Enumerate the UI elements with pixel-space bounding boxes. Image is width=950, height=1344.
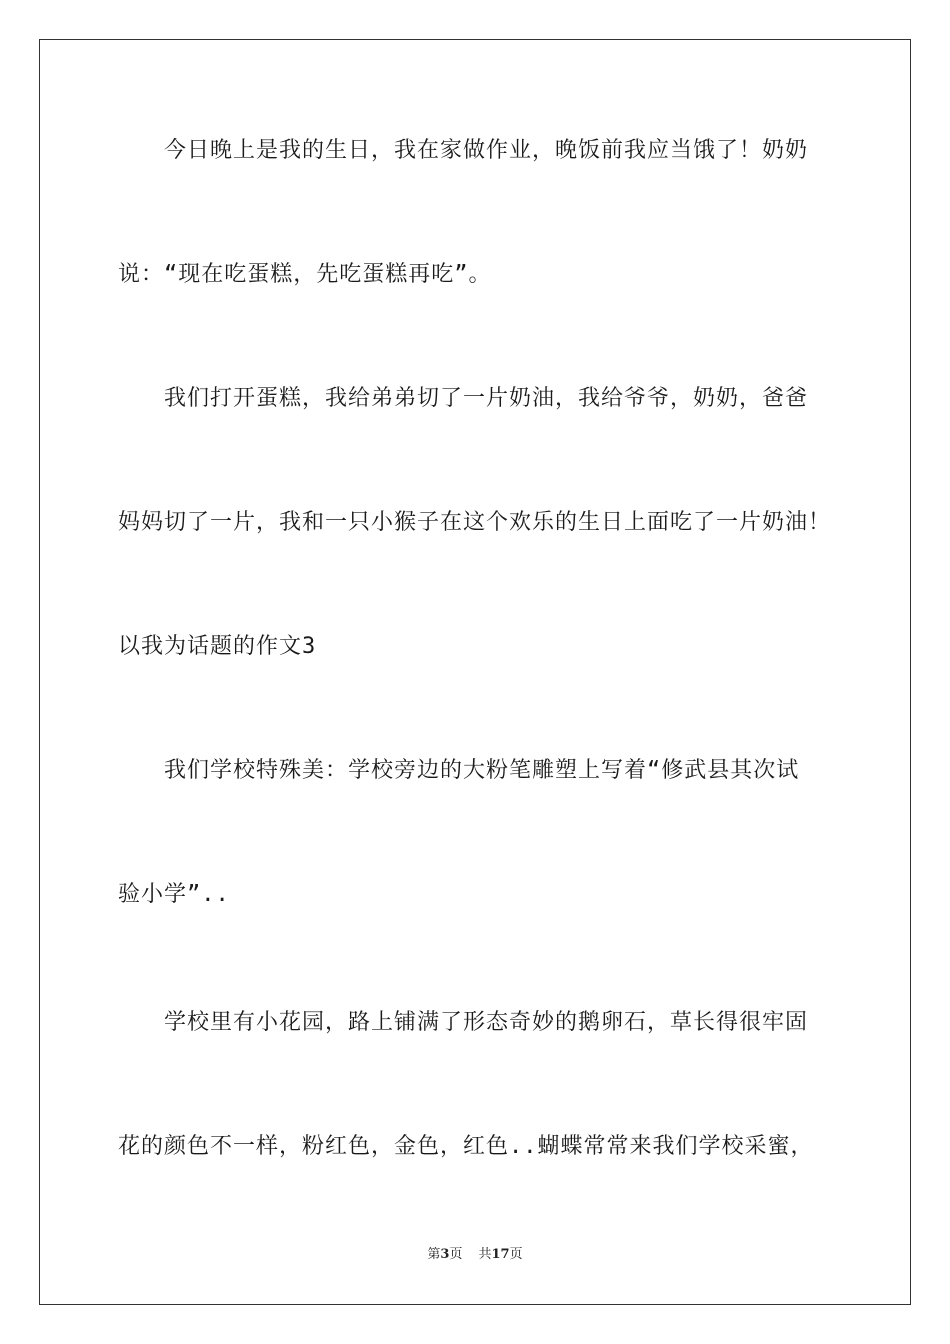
total-page-number: 17 — [491, 1247, 510, 1262]
current-page-number: 3 — [440, 1247, 450, 1262]
total-label-prefix: 共 — [478, 1247, 492, 1262]
paragraph-line: 今日晚上是我的生日，我在家做作业，晚饭前我应当饿了！奶奶 — [164, 138, 809, 163]
page-label-suffix: 页 — [449, 1247, 463, 1262]
paragraph-line: 验小学”.. — [118, 882, 230, 907]
section-heading: 以我为话题的作文3 — [118, 634, 317, 659]
paragraph-line: 花的颜色不一样，粉红色，金色，红色..蝴蝶常常来我们学校采蜜， — [118, 1134, 814, 1159]
page-footer — [0, 1246, 950, 1264]
paragraph-line: 说：“现在吃蛋糕，先吃蛋糕再吃”。 — [118, 262, 492, 287]
paragraph-line: 我们学校特殊美：学校旁边的大粉笔雕塑上写着“修武县其次试 — [164, 758, 800, 783]
paragraph-line: 学校里有小花园，路上铺满了形态奇妙的鹅卵石，草长得很牢固 — [164, 1010, 809, 1035]
paragraph-line: 我们打开蛋糕，我给弟弟切了一片奶油，我给爷爷，奶奶，爸爸 — [164, 386, 809, 411]
total-label-suffix: 页 — [509, 1247, 523, 1262]
paragraph-line: 妈妈切了一片，我和一只小猴子在这个欢乐的生日上面吃了一片奶油！ — [118, 510, 832, 535]
page-border — [39, 39, 911, 1305]
page-label-prefix: 第 — [427, 1247, 441, 1262]
